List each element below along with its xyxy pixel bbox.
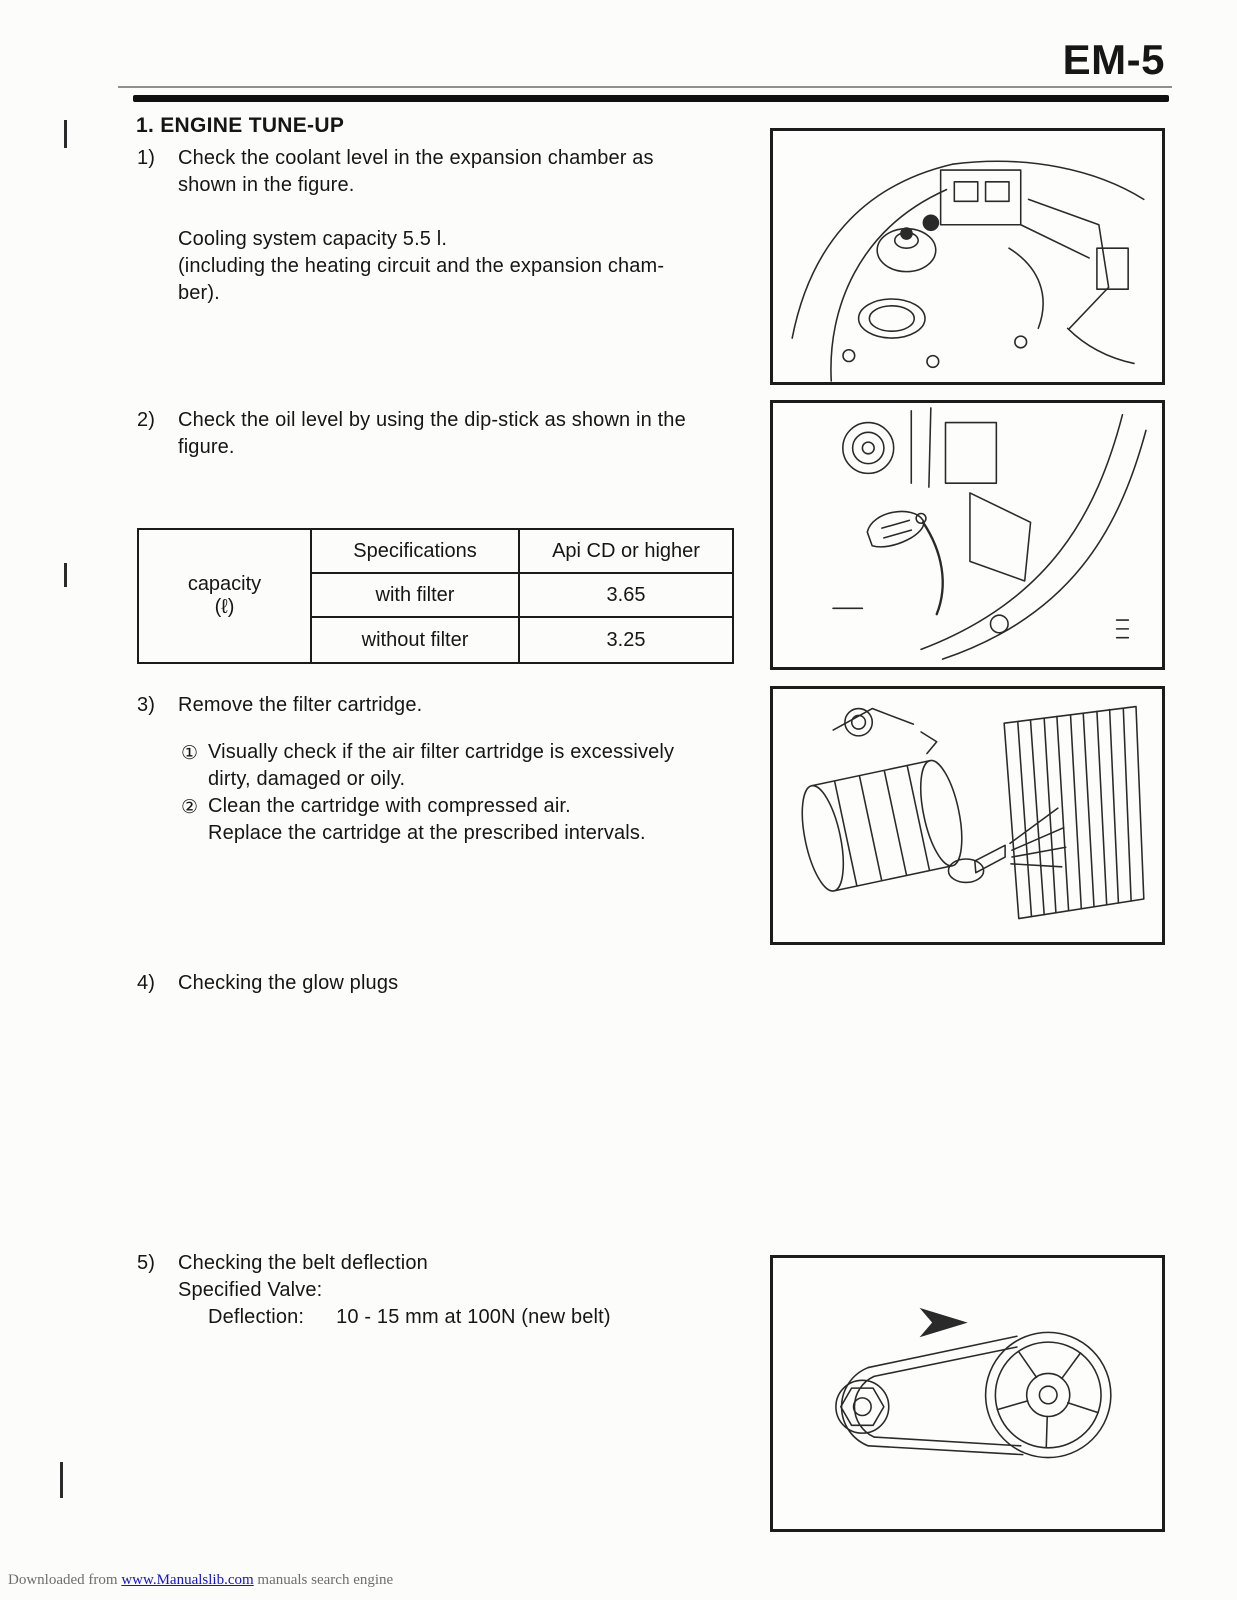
- sub-item-2-marker: ②: [181, 797, 199, 818]
- text-line: (including the heating circuit and the expansion cham-: [178, 255, 665, 277]
- step-1-text: [178, 145, 768, 199]
- text-line: Checking the belt deflection: [178, 1252, 428, 1274]
- text-line: Check the coolant level in the expansion chamber as: [178, 147, 654, 169]
- section-title: 1. ENGINE TUNE-UP: [136, 114, 345, 137]
- sub-item-1-marker: ①: [181, 743, 199, 764]
- capacity-cell: [138, 529, 311, 663]
- capacity-unit: (ℓ): [214, 596, 235, 618]
- text-line: ber).: [178, 282, 220, 304]
- arrow-icon: [921, 1309, 966, 1336]
- step-4-number: 4): [137, 972, 156, 994]
- text-line: Specified Valve:: [178, 1279, 323, 1301]
- text-line: Check the oil level by using the dip-stick as shown in the: [178, 409, 686, 431]
- figure-dipstick-check: [770, 400, 1165, 670]
- sub-item-2-text: [208, 793, 768, 847]
- text-line: Clean the cartridge with compressed air.: [208, 795, 571, 817]
- figure-belt-deflection: [770, 1255, 1165, 1532]
- step-5-deflection-line: [208, 1304, 611, 1331]
- margin-mark: [64, 563, 67, 587]
- table-cell-without-filter-value: 3.25: [519, 617, 733, 663]
- table-cell-with-filter-value: 3.65: [519, 573, 733, 617]
- col-header-api: Api CD or higher: [519, 529, 733, 573]
- text-line: shown in the figure.: [178, 174, 355, 196]
- table-cell-without-filter: without filter: [311, 617, 519, 663]
- air-filter-cleaning-illustration: [773, 689, 1162, 942]
- text-line: Cooling system capacity 5.5 l.: [178, 228, 448, 250]
- text-line: Checking the glow plugs: [178, 972, 399, 994]
- footer-link[interactable]: www.Manualslib.com: [121, 1572, 254, 1588]
- step-1-number: 1): [137, 147, 156, 169]
- text-line: Visually check if the air filter cartridge is excessively: [208, 741, 675, 763]
- step-1-note: [178, 226, 778, 307]
- step-2-text: [178, 407, 768, 461]
- footer-text-suffix: manuals search engine: [253, 1572, 394, 1588]
- text-line: Replace the cartridge at the prescribed intervals.: [208, 822, 646, 844]
- header-rule-thick: [133, 95, 1169, 102]
- footer-text-prefix: Downloaded from: [8, 1572, 122, 1588]
- step-4-text: [178, 970, 768, 997]
- figure-air-filter: [770, 686, 1165, 945]
- footer: [8, 1572, 393, 1589]
- margin-mark: [60, 1462, 63, 1498]
- capacity-label: capacity: [187, 573, 262, 595]
- deflection-label: Deflection:: [208, 1306, 305, 1328]
- step-5-text: [178, 1250, 768, 1304]
- table-cell-with-filter: with filter: [311, 573, 519, 617]
- deflection-value: 10 - 15 mm at 100N (new belt): [336, 1306, 611, 1328]
- text-line: dirty, damaged or oily.: [208, 768, 406, 790]
- oil-capacity-table: [137, 528, 734, 664]
- step-5-number: 5): [137, 1252, 156, 1274]
- sub-item-1-text: [208, 739, 768, 793]
- step-2-number: 2): [137, 409, 156, 431]
- belt-deflection-illustration: [773, 1258, 1162, 1529]
- engine-bay-coolant-illustration: [773, 131, 1162, 382]
- page-code: EM-5: [1062, 36, 1165, 83]
- oil-dipstick-illustration: [773, 403, 1162, 667]
- text-line: Remove the filter cartridge.: [178, 694, 423, 716]
- step-3-text: [178, 692, 768, 719]
- header-rule-thin: [118, 86, 1172, 88]
- col-header-specifications: Specifications: [311, 529, 519, 573]
- text-line: figure.: [178, 436, 235, 458]
- figure-coolant-check: [770, 128, 1165, 385]
- margin-mark: [64, 120, 67, 148]
- step-3-number: 3): [137, 694, 156, 716]
